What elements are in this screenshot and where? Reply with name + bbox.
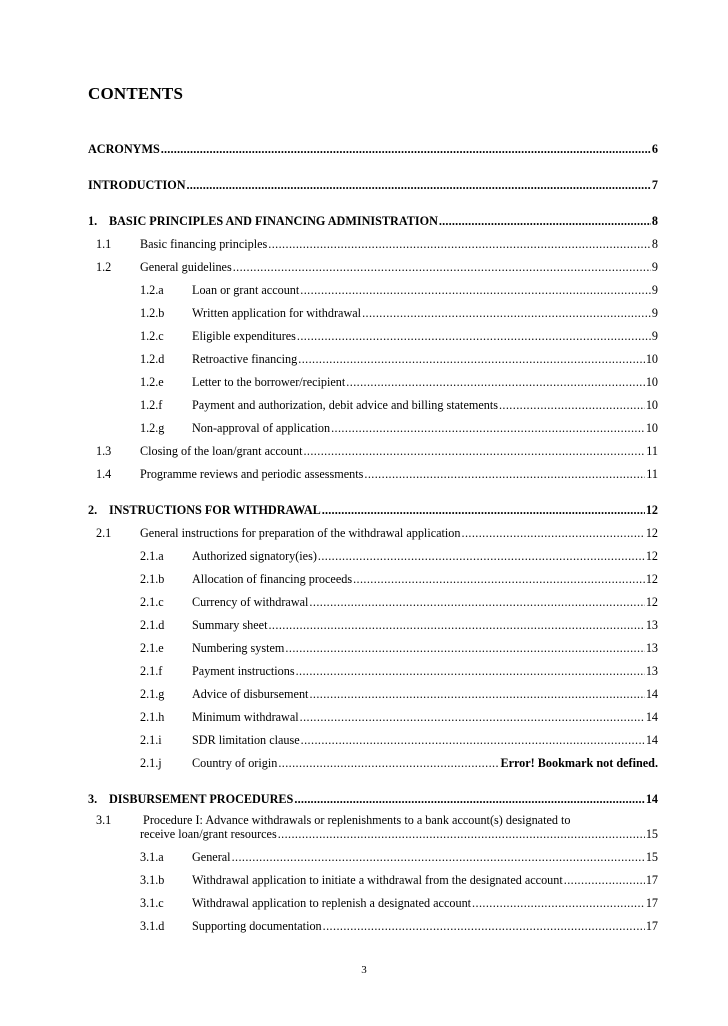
toc-leader-dots — [285, 641, 644, 655]
toc-leader-dots — [300, 283, 651, 297]
toc-page-number: 15 — [645, 850, 658, 864]
toc-label: Supporting documentation — [192, 919, 322, 933]
toc-label: Written application for withdrawal — [192, 306, 362, 320]
toc-label: Withdrawal application to initiate a withdrawal from the designated account — [192, 873, 563, 887]
toc-leader-dots — [303, 444, 645, 458]
toc-label: Currency of withdrawal — [192, 595, 309, 609]
toc-label: Authorized signatory(ies) — [192, 549, 317, 563]
toc-page-number: 6 — [651, 142, 658, 156]
toc-number: 1.3 — [96, 444, 112, 458]
toc-page-number: 14 — [645, 733, 658, 747]
toc-label: ACRONYMS — [88, 142, 160, 156]
toc-leader-dots — [278, 756, 499, 770]
toc-entry-3-1-a[interactable] — [140, 850, 658, 864]
toc-page-number: 12 — [645, 595, 658, 609]
toc-page-number: 10 — [645, 352, 658, 366]
toc-entry-1-1[interactable] — [96, 237, 658, 251]
toc-number: 3.1.d — [140, 919, 165, 933]
toc-entry-2-1-c[interactable] — [140, 595, 658, 609]
toc-number: 3. — [88, 792, 98, 806]
toc-number: 3.1.a — [140, 850, 164, 864]
toc-number: 2.1.i — [140, 733, 162, 747]
toc-number: 2.1.d — [140, 618, 165, 632]
toc-page-number: 11 — [646, 444, 658, 458]
toc-page-number: 12 — [645, 572, 658, 586]
toc-leader-dots — [232, 850, 645, 864]
toc-entry-2-1[interactable] — [96, 526, 658, 540]
toc-entry-1-2-f[interactable] — [140, 398, 658, 412]
toc-number: 3.1.b — [140, 873, 165, 887]
toc-page-number: 13 — [645, 664, 658, 678]
toc-number: 1. — [88, 214, 98, 228]
toc-entry-acronyms[interactable] — [88, 142, 658, 156]
toc-label: INTRODUCTION — [88, 178, 186, 192]
toc-leader-dots — [300, 710, 645, 724]
toc-label: Programme reviews and periodic assessments — [140, 467, 364, 481]
toc-page-number: 9 — [651, 329, 658, 343]
toc-page-number: 12 — [645, 503, 658, 517]
toc-leader-dots — [268, 618, 644, 632]
toc-leader-dots — [439, 214, 651, 228]
toc-label: Procedure I: Advance withdrawals or replenishments to a bank account(s) designated to — [143, 813, 571, 827]
toc-number: 1.2.c — [140, 329, 164, 343]
toc-entry-section-3[interactable] — [88, 792, 658, 806]
toc-page-number: 11 — [646, 467, 658, 481]
toc-page-number: 17 — [645, 873, 658, 887]
toc-number: 1.2 — [96, 260, 112, 274]
toc-entry-1-2-b[interactable] — [140, 306, 658, 320]
toc-number: 2.1.a — [140, 549, 164, 563]
toc-page-number: 12 — [645, 549, 658, 563]
toc-page-number: 13 — [645, 641, 658, 655]
toc-entry-2-1-i[interactable] — [140, 733, 658, 747]
toc-leader-dots — [323, 919, 645, 933]
toc-leader-dots — [297, 329, 651, 343]
toc-entry-2-1-f[interactable] — [140, 664, 658, 678]
page-number: 3 — [361, 964, 367, 976]
toc-number: 1.2.a — [140, 283, 164, 297]
toc-entry-2-1-d[interactable] — [140, 618, 658, 632]
toc-number: 2.1 — [96, 526, 112, 540]
toc-entry-3-1-c[interactable] — [140, 896, 658, 910]
toc-label: Numbering system — [192, 641, 285, 655]
toc-number: 1.2.d — [140, 352, 165, 366]
toc-label: Summary sheet — [192, 618, 268, 632]
toc-label: Loan or grant account — [192, 283, 300, 297]
toc-number: 1.2.b — [140, 306, 165, 320]
toc-leader-dots — [233, 260, 651, 274]
toc-number: 3.1.c — [140, 896, 164, 910]
toc-label: SDR limitation clause — [192, 733, 300, 747]
toc-label-continued: receive loan/grant resources — [140, 827, 277, 841]
toc-leader-dots — [298, 352, 645, 366]
toc-leader-dots — [331, 421, 645, 435]
toc-label: Retroactive financing — [192, 352, 298, 366]
toc-number: 3.1 — [96, 813, 112, 827]
toc-entry-2-1-j[interactable] — [140, 756, 658, 770]
toc-leader-dots — [187, 178, 651, 192]
toc-number: 2.1.e — [140, 641, 164, 655]
toc-label: Country of origin — [192, 756, 278, 770]
toc-entry-1-3[interactable] — [96, 444, 658, 458]
toc-label: Minimum withdrawal — [192, 710, 299, 724]
toc-entry-1-2-c[interactable] — [140, 329, 658, 343]
toc-number: 2.1.h — [140, 710, 165, 724]
toc-entry-section-2[interactable] — [88, 503, 658, 517]
toc-entry-3-1-b[interactable] — [140, 873, 658, 887]
toc-leader-dots — [322, 503, 645, 517]
toc-entry-introduction[interactable] — [88, 178, 658, 192]
toc-page-number: 8 — [651, 214, 658, 228]
toc-page-number: 10 — [645, 375, 658, 389]
toc-leader-dots — [364, 467, 645, 481]
toc-leader-dots — [362, 306, 651, 320]
toc-number: 1.4 — [96, 467, 112, 481]
toc-label: Basic financing principles — [140, 237, 268, 251]
toc-entry-2-1-b[interactable] — [140, 572, 658, 586]
toc-entry-1-2[interactable] — [96, 260, 658, 274]
toc-page-number: 12 — [645, 526, 658, 540]
toc-entry-2-1-h[interactable] — [140, 710, 658, 724]
toc-number: 2.1.g — [140, 687, 165, 701]
toc-label: DISBURSEMENT PROCEDURES — [109, 792, 294, 806]
toc-page-number: 7 — [651, 178, 658, 192]
toc-page-number: 9 — [651, 306, 658, 320]
toc-number: 2. — [88, 503, 98, 517]
toc-leader-dots — [268, 237, 651, 251]
toc-entry-section-1[interactable] — [88, 214, 658, 228]
toc-label: BASIC PRINCIPLES AND FINANCING ADMINISTRATION — [109, 214, 438, 228]
toc-leader-dots — [472, 896, 645, 910]
toc-label: Eligible expenditures — [192, 329, 296, 343]
toc-page-number: 14 — [645, 792, 658, 806]
toc-page-number: 10 — [645, 398, 658, 412]
toc-page-number: 9 — [651, 260, 658, 274]
toc-label: Withdrawal application to replenish a designated account — [192, 896, 472, 910]
toc-entry-1-2-d[interactable] — [140, 352, 658, 366]
bookmark-error-text: Error! Bookmark not defined. — [500, 756, 658, 770]
toc-number: 2.1.f — [140, 664, 163, 678]
toc-label: Letter to the borrower/recipient — [192, 375, 346, 389]
toc-label: General guidelines — [140, 260, 232, 274]
toc-number: 1.2.g — [140, 421, 165, 435]
toc-page-number: 14 — [645, 687, 658, 701]
toc-page-number: 8 — [651, 237, 658, 251]
toc-leader-dots — [278, 827, 645, 841]
toc-page-number: 15 — [645, 827, 658, 841]
toc-page-number: 10 — [645, 421, 658, 435]
toc-leader-dots — [346, 375, 645, 389]
toc-leader-dots — [161, 142, 651, 156]
toc-leader-dots — [499, 398, 645, 412]
toc-leader-dots — [353, 572, 645, 586]
toc-label: INSTRUCTIONS FOR WITHDRAWAL — [109, 503, 321, 517]
toc-label: Payment instructions — [192, 664, 295, 678]
toc-number: 1.2.f — [140, 398, 163, 412]
toc-number: 2.1.j — [140, 756, 162, 770]
toc-leader-dots — [309, 687, 644, 701]
toc-leader-dots — [294, 792, 644, 806]
toc-label: Closing of the loan/grant account — [140, 444, 303, 458]
toc-entry-3-1[interactable] — [140, 827, 658, 841]
toc-number: 2.1.c — [140, 595, 164, 609]
toc-label: Advice of disbursement — [192, 687, 309, 701]
toc-leader-dots — [318, 549, 645, 563]
toc-page-number: 17 — [645, 896, 658, 910]
toc-label: General — [192, 850, 231, 864]
toc-label: Payment and authorization, debit advice and billing statements — [192, 398, 498, 412]
toc-entry-2-1-e[interactable] — [140, 641, 658, 655]
toc-entry-1-2-a[interactable] — [140, 283, 658, 297]
toc-page-number: 14 — [645, 710, 658, 724]
toc-label: Non-approval of application — [192, 421, 331, 435]
toc-leader-dots — [301, 733, 645, 747]
toc-entry-2-1-g[interactable] — [140, 687, 658, 701]
toc-entry-3-1-d[interactable] — [140, 919, 658, 933]
toc-entry-3-1-first-line[interactable] — [96, 813, 658, 827]
toc-number: 2.1.b — [140, 572, 165, 586]
page-title: CONTENTS — [88, 84, 184, 103]
toc-entry-1-2-e[interactable] — [140, 375, 658, 389]
toc-page-number: 17 — [645, 919, 658, 933]
toc-entry-1-4[interactable] — [96, 467, 658, 481]
toc-leader-dots — [296, 664, 645, 678]
toc-entry-2-1-a[interactable] — [140, 549, 658, 563]
toc-number: 1.2.e — [140, 375, 164, 389]
toc-number: 1.1 — [96, 237, 112, 251]
toc-label: General instructions for preparation of the withdrawal application — [140, 526, 461, 540]
toc-label: Allocation of financing proceeds — [192, 572, 353, 586]
toc-leader-dots — [462, 526, 645, 540]
toc-page-number: 13 — [645, 618, 658, 632]
toc-page-number: 9 — [651, 283, 658, 297]
toc-leader-dots — [309, 595, 644, 609]
toc-entry-1-2-g[interactable] — [140, 421, 658, 435]
toc-leader-dots — [564, 873, 645, 887]
